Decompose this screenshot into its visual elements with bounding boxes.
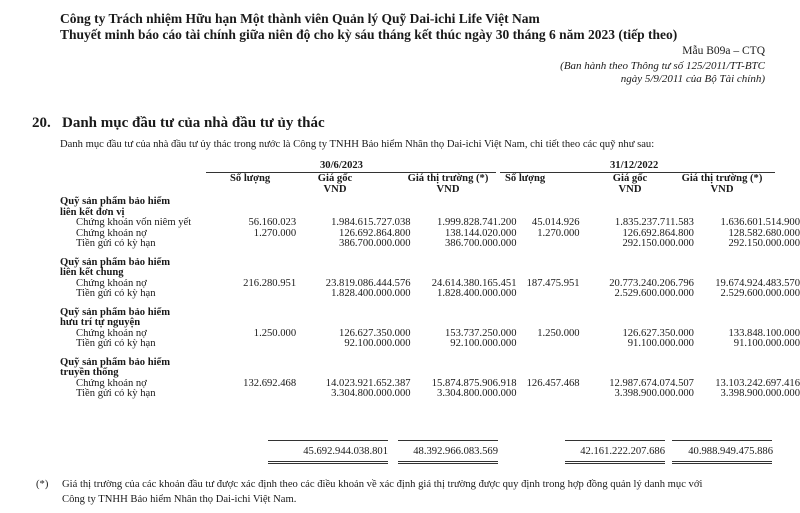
total-rule-cost-1 bbox=[268, 440, 388, 441]
cell-quantity-1: 56.160.023 bbox=[248, 217, 297, 228]
col-market-1-unit: VND bbox=[436, 184, 460, 195]
cell-quantity-1: 216.280.951 bbox=[243, 277, 297, 289]
group-heading bbox=[60, 318, 800, 329]
period-2-heading: 31/12/2022 bbox=[610, 160, 659, 171]
row-label: Tiền gửi có kỳ hạn bbox=[76, 388, 156, 399]
cell-cost-2: 126.627.350.000 bbox=[622, 327, 694, 339]
cell-quantity-1: 132.692.468 bbox=[243, 377, 297, 389]
row-label: Tiền gửi có kỳ hạn bbox=[76, 288, 156, 299]
cell-cost-2: 12.987.674.074.507 bbox=[609, 377, 694, 389]
cell-cost-1: 126.627.350.000 bbox=[339, 327, 411, 339]
table-row bbox=[60, 339, 800, 350]
cell-quantity-2 bbox=[517, 389, 580, 400]
double-rule-cost-1-b bbox=[268, 463, 388, 464]
cell-cost-1: 3.304.800.000.000 bbox=[331, 388, 411, 399]
double-rule-cost-1-a bbox=[268, 461, 388, 462]
cell-quantity-1 bbox=[220, 389, 296, 400]
cell-cost-1: 1.984.615.727.038 bbox=[331, 217, 411, 228]
row-label: Chứng khoán nợ bbox=[76, 277, 147, 289]
group-heading bbox=[60, 358, 800, 369]
cell-market-1: 386.700.000.000 bbox=[444, 238, 517, 249]
cell-cost-1: 1.828.400.000.000 bbox=[331, 288, 411, 299]
group-name: Quỹ sản phẩm bảo hiểm bbox=[60, 306, 171, 318]
group-name: Quỹ sản phẩm bảo hiểm bbox=[60, 196, 171, 207]
table-row bbox=[60, 218, 800, 229]
col-cost-1-unit: VND bbox=[323, 184, 347, 195]
group-heading bbox=[60, 197, 800, 208]
cell-quantity-1 bbox=[220, 239, 296, 250]
cell-cost-2: 91.100.000.000 bbox=[627, 338, 694, 349]
company-name: Công ty Trách nhiệm Hữu hạn Một thành viên Quản lý Quỹ Dai-ichi Life Việt Nam bbox=[60, 11, 540, 26]
col-cost-1: Giá gốc bbox=[317, 173, 353, 184]
cell-market-2: 91.100.000.000 bbox=[733, 338, 800, 349]
col-cost-2-unit: VND bbox=[618, 184, 642, 195]
cell-cost-1: 14.023.921.652.387 bbox=[325, 377, 411, 389]
cell-market-2: 19.674.924.483.570 bbox=[715, 277, 800, 289]
total-rule-cost-2 bbox=[565, 440, 665, 441]
investment-table bbox=[60, 197, 800, 400]
form-note-2: ngày 5/9/2011 của Bộ Tài chính) bbox=[620, 73, 765, 85]
cell-market-1: 3.304.800.000.000 bbox=[437, 388, 517, 399]
double-rule-market-1-b bbox=[398, 463, 498, 464]
double-rule-market-2-b bbox=[672, 463, 772, 464]
row-label: Chứng khoán nợ bbox=[76, 377, 147, 389]
double-rule-cost-2-b bbox=[565, 463, 665, 464]
cell-quantity-2: 1.270.000 bbox=[537, 227, 580, 239]
cell-market-1: 153.737.250.000 bbox=[444, 327, 517, 339]
double-rule-cost-2-a bbox=[565, 461, 665, 462]
cell-quantity-2: 1.250.000 bbox=[537, 327, 580, 339]
cell-cost-1: 23.819.086.444.576 bbox=[325, 277, 411, 289]
group-heading bbox=[60, 308, 800, 319]
cell-cost-2: 20.773.240.206.796 bbox=[609, 277, 694, 289]
cell-quantity-2 bbox=[517, 239, 580, 250]
cell-cost-1: 386.700.000.000 bbox=[339, 238, 411, 249]
table-row bbox=[60, 389, 800, 400]
total-rule-market-1 bbox=[398, 440, 498, 441]
cell-market-1: 15.874.875.906.918 bbox=[431, 377, 517, 389]
total-cost-2: 42.161.222.207.686 bbox=[580, 446, 665, 457]
col-quantity-1: Số lượng bbox=[230, 173, 271, 184]
row-label: Tiền gửi có kỳ hạn bbox=[76, 238, 156, 249]
footnote-line-1: Giá thị trường của các khoản đầu tư được xác định theo các điều khoản về xác định giá thị trường được quy định trong hợp đồng quản lý danh mục với bbox=[62, 479, 703, 490]
group-name: liên kết chung bbox=[60, 267, 124, 278]
cell-cost-2: 1.835.237.711.583 bbox=[614, 217, 694, 228]
cell-quantity-2 bbox=[517, 339, 580, 350]
col-market-2: Giá thị trường (*) bbox=[681, 173, 763, 184]
row-label: Chứng khoán vốn niêm yết bbox=[76, 217, 192, 228]
cell-market-2: 13.103.242.697.416 bbox=[715, 377, 800, 389]
cell-market-1: 1.828.400.000.000 bbox=[437, 288, 517, 299]
cell-quantity-2: 126.457.468 bbox=[526, 377, 580, 389]
cell-cost-2: 3.398.900.000.000 bbox=[614, 388, 694, 399]
cell-market-2: 2.529.600.000.000 bbox=[720, 288, 800, 299]
footnote-line-2: Công ty TNHH Bảo hiểm Nhân thọ Dai-ichi Việt Nam. bbox=[62, 494, 297, 505]
form-code: Mẫu B09a – CTQ bbox=[682, 45, 765, 57]
total-cost-1: 45.692.944.038.801 bbox=[303, 446, 388, 457]
cell-quantity-1 bbox=[220, 339, 296, 350]
section-intro: Danh mục đầu tư của nhà đầu tư ủy thác trong nước là Công ty TNHH Bảo hiểm Nhân thọ Dai-ichi Việt Nam, chi tiết theo các quỹ như sau: bbox=[60, 139, 655, 150]
table-row bbox=[60, 289, 800, 300]
col-market-2-unit: VND bbox=[710, 184, 734, 195]
cell-quantity-1: 1.250.000 bbox=[253, 327, 297, 339]
cell-market-1: 24.614.380.165.451 bbox=[431, 277, 517, 289]
double-rule-market-1-a bbox=[398, 461, 498, 462]
cell-cost-2: 292.150.000.000 bbox=[622, 238, 694, 249]
group-heading bbox=[60, 268, 800, 279]
cell-market-1: 1.999.828.741.200 bbox=[437, 217, 517, 228]
group-heading bbox=[60, 258, 800, 269]
cell-quantity-2: 45.014.926 bbox=[531, 217, 580, 228]
cell-market-1: 92.100.000.000 bbox=[450, 338, 517, 349]
col-quantity-2: Số lượng bbox=[505, 173, 546, 184]
cell-market-1: 138.144.020.000 bbox=[444, 227, 517, 239]
cell-cost-2: 126.692.864.800 bbox=[622, 227, 694, 239]
cell-cost-1: 126.692.864.800 bbox=[339, 227, 411, 239]
col-market-1: Giá thị trường (*) bbox=[407, 173, 489, 184]
period-1-heading: 30/6/2023 bbox=[320, 160, 363, 171]
cell-quantity-1: 1.270.000 bbox=[253, 227, 297, 239]
cell-market-2: 3.398.900.000.000 bbox=[720, 388, 800, 399]
cell-cost-1: 92.100.000.000 bbox=[344, 338, 411, 349]
group-name: truyền thống bbox=[60, 367, 119, 378]
group-heading bbox=[60, 368, 800, 379]
row-label: Chứng khoán nợ bbox=[76, 227, 147, 239]
group-name: liên kết đơn vị bbox=[60, 206, 125, 218]
double-rule-market-2-a bbox=[672, 461, 772, 462]
table-row bbox=[60, 239, 800, 250]
section-number: 20. bbox=[32, 115, 51, 131]
total-rule-market-2 bbox=[672, 440, 772, 441]
row-label: Tiền gửi có kỳ hạn bbox=[76, 338, 156, 349]
total-market-1: 48.392.966.083.569 bbox=[413, 446, 498, 457]
col-cost-2: Giá gốc bbox=[612, 173, 648, 184]
cell-market-2: 128.582.680.000 bbox=[728, 227, 800, 239]
cell-cost-2: 2.529.600.000.000 bbox=[614, 288, 694, 299]
cell-quantity-2 bbox=[517, 289, 580, 300]
form-note-1: (Ban hành theo Thông tư số 125/2011/TT-BTC bbox=[560, 60, 765, 72]
cell-market-2: 133.848.100.000 bbox=[728, 327, 800, 339]
cell-quantity-1 bbox=[220, 289, 296, 300]
group-name: Quỹ sản phẩm bảo hiểm bbox=[60, 256, 171, 268]
group-name: hưu trí tự nguyện bbox=[60, 317, 141, 328]
report-subtitle: Thuyết minh báo cáo tài chính giữa niên độ cho kỳ sáu tháng kết thúc ngày 30 tháng 6 năm 2023 (tiếp theo) bbox=[60, 27, 678, 42]
cell-quantity-2: 187.475.951 bbox=[526, 277, 580, 289]
footnote-mark: (*) bbox=[36, 479, 49, 490]
group-name: Quỹ sản phẩm bảo hiểm bbox=[60, 356, 171, 368]
cell-market-2: 1.636.601.514.900 bbox=[720, 217, 800, 228]
cell-market-2: 292.150.000.000 bbox=[728, 238, 800, 249]
total-market-2: 40.988.949.475.886 bbox=[688, 446, 773, 457]
row-label: Chứng khoán nợ bbox=[76, 327, 147, 339]
section-title: Danh mục đầu tư của nhà đầu tư ủy thác bbox=[62, 115, 325, 131]
